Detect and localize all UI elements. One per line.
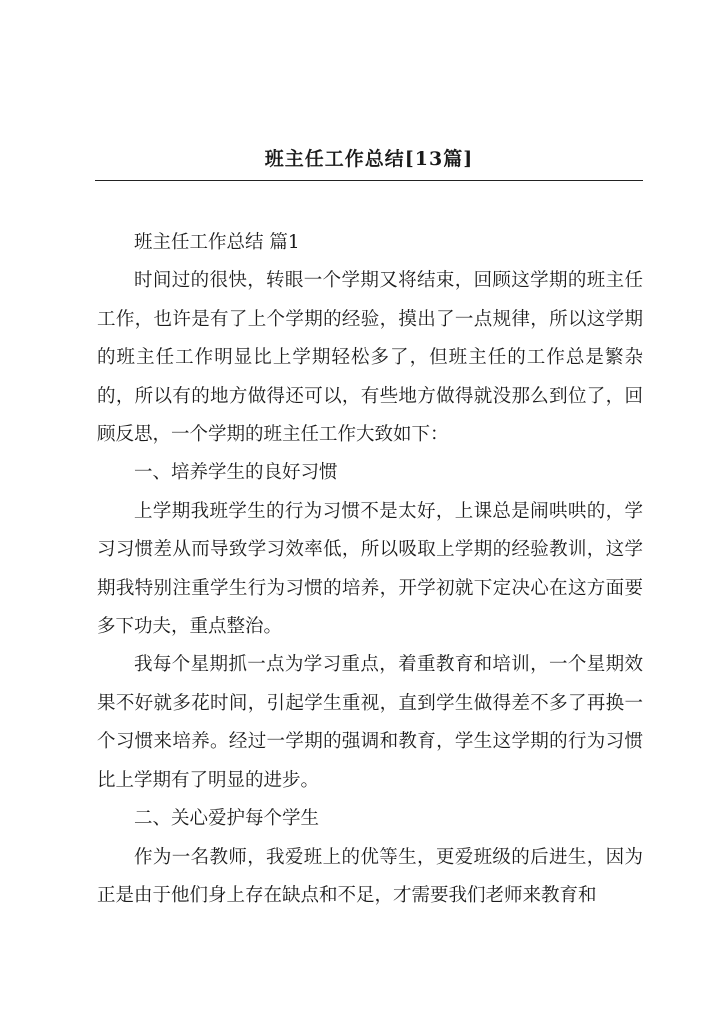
body-paragraph: 作为一名教师，我爱班上的优等生，更爱班级的后进生，因为正是由于他们身上存在缺点和不足，才需要我们老师来教育和 — [97, 846, 643, 906]
section-heading: 二、关心爱护每个学生 — [134, 808, 320, 830]
body-paragraph: 我每个星期抓一点为学习重点，着重教育和培训，一个星期效果不好就多花时间，引起学生重视，直到学生做得差不多了再换一个习惯来培养。经过一学期的强调和教育，学生这学期的行为习惯比上学期有了明显的进步。 — [97, 654, 643, 791]
document-body — [97, 224, 643, 915]
section-heading: 一、培养学生的良好习惯 — [134, 462, 338, 484]
document-title: 班主任工作总结[13篇] — [264, 148, 474, 170]
body-paragraph: 上学期我班学生的行为习惯不是太好，上课总是闹哄哄的，学习习惯差从而导致学习效率低，所以吸取上学期的经验教训，这学期我特别注重学生行为习惯的培养，开学初就下定决心在这方面要多下功夫，重点整治。 — [97, 500, 643, 638]
section-heading-part-1: 班主任工作总结 篇1 — [134, 232, 300, 253]
body-paragraph: 时间过的很快，转眼一个学期又将结束，回顾这学期的班主任工作，也许是有了上个学期的经验，摸出了一点规律，所以这学期的班主任工作明显比上学期轻松多了，但班主任的工作总是繁杂的，所以有的地方做得还可以，有些地方做得就没那么到位了，回顾反思，一个学期的班主任工作大致如下： — [97, 270, 643, 446]
title-underline-rule — [95, 180, 643, 181]
